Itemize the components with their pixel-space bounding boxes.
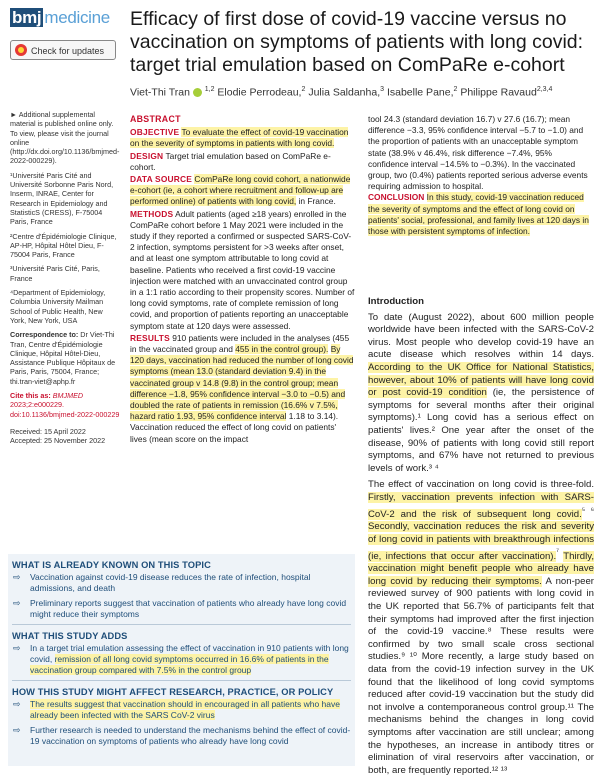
abstract-design	[130, 151, 355, 173]
summary-box	[8, 554, 355, 766]
objective-text: To evaluate the effect of covid-19 vaccination on the severity of symptoms in patients with long covid.	[130, 127, 349, 149]
logo-suffix: medicine	[44, 8, 110, 27]
summary-bullet	[8, 572, 355, 594]
abstract-column-1	[130, 114, 355, 446]
results-continued: tool 24.3 (standard deviation 16.7) v 27.6 (16.7); mean difference −3.3, 95% confidence interval −5.7 to −1.0) and the proportion of patients with an unacceptable symptom state (38.9% v 46.4%, risk difference −7.4%, 95% confidence interval −14.5% to −0.3%). In the vaccinated group, two (0.4%) patients reported serious adverse events requiring admission to hospital.	[368, 114, 588, 192]
intro-p1-text-a: To date (August 2022), about 600 million people worldwide have been infected with the SARS-CoV-2 virus. Most people who develop covid-19 have an acute disease which resolves within 14 days.	[368, 311, 594, 361]
check-for-updates-label: Check for updates	[31, 46, 105, 56]
journal-logo	[10, 8, 110, 28]
conclusion-text: In this study, covid-19 vaccination reduced the severity of symptoms and the effect of long covid on patients' social, professional, and family lives at 120 days in those with persistent symptoms of infection.	[368, 192, 589, 237]
results-text-b: 455 in the control group).	[235, 344, 329, 355]
divider	[12, 624, 351, 625]
author-name: Elodie Perrodeau,	[217, 86, 302, 99]
intro-p2-text-a: The effect of vaccination on long covid is three-fold.	[368, 479, 594, 491]
results-text-d: 1.18 to 3.14). Vaccination reduced the effect of long covid on patients' lives (mean score on the impact	[130, 411, 339, 444]
introduction-section	[368, 296, 594, 781]
author-affiliation: 1,2	[204, 86, 215, 93]
results-label: RESULTS	[130, 332, 170, 343]
data-source-highlight: ComPaRe long covid cohort, a nationwide e-cohort (ie, a cohort where recruitment and follow-up are performed online) of patients with long covid,	[130, 174, 351, 207]
correspondence-label: Correspondence to:	[10, 330, 79, 340]
known-heading: WHAT IS ALREADY KNOWN ON THIS TOPIC	[12, 560, 211, 570]
intro-p2-text-b: A non-peer reviewed survey of 900 patients with long covid in the UK reported that 56.7% of participants felt that their symptoms had improved after the first injection of the covid-19 vaccine.⁸ These results were confirmed by two small scale cross sectional studies.⁹ ¹⁰ More recently, a large study based on data from the covid-19 infection survey in the UK found that the likelihood of long covid symptoms reduced after covid-19 vaccination but the study did not involve a contemporaneous control group.¹¹ The mechanisms behind the changes in long covid symptoms after vaccination are still unclear; among the hypotheses, an increase in antibody titres or elimination of viral reservoirs after vaccination, or both, are frequently reported.¹² ¹³	[368, 575, 594, 776]
article-sidebar	[10, 110, 120, 451]
conclusion-label: CONCLUSION	[368, 192, 425, 203]
intro-paragraph-1	[368, 312, 594, 476]
arrow-right-icon: ⇨	[13, 725, 21, 735]
design-text: Target trial emulation based on ComPaRe e-cohort.	[130, 150, 331, 172]
arrow-right-icon: ⇨	[13, 643, 21, 653]
correspondence	[10, 330, 120, 386]
abstract-objective	[130, 127, 355, 149]
author-affiliation: 2	[453, 86, 458, 93]
intro-p2-highlight-1: Firstly, vaccination prevents infection with SARS-CoV-2 and the risk of subsequent long covid.	[368, 491, 594, 520]
abstract-results	[130, 333, 355, 445]
bullet-text: Vaccination against covid-19 disease reduces the rate of infection, hospital admissions, and death	[30, 572, 311, 593]
reference-superscript: ⁷	[556, 547, 560, 557]
accepted-date: Accepted: 25 November 2022	[10, 436, 106, 446]
data-source-label: DATA SOURCE	[130, 174, 193, 185]
adds-heading: WHAT THIS STUDY ADDS	[12, 631, 128, 641]
affiliation: ⁴Department of Epidemiology, Columbia University Mailman School of Public Health, New York, New York, USA	[10, 288, 106, 325]
arrow-right-icon: ⇨	[13, 598, 21, 608]
abstract-column-2	[368, 114, 593, 237]
intro-paragraph-2	[368, 479, 594, 777]
author-name: Isabelle Pane,	[386, 86, 454, 99]
summary-bullet	[8, 643, 355, 676]
arrow-right-icon: ⇨	[13, 699, 21, 709]
citation	[10, 391, 120, 419]
data-source-text: in France.	[298, 196, 336, 207]
supplemental-note: ► Additional supplemental material is published online only. To view, please visit the journal online (http://dx.doi.org/10.1136/bmjmed-2022-000229).	[10, 110, 120, 166]
affiliation: ³Université Paris Cité, Paris, France	[10, 264, 100, 283]
reference-superscript: ⁵ ⁶	[581, 505, 594, 515]
results-text-c: By 120 days, vaccination had reduced the number of long covid symptoms (mean 13.0 (standard deviation 9.4) in the vaccinated group v 14.8 (9.8) in the control group; mean difference −1.8, 95% confidence interval −3.0 to −0.5) and doubled the rate of patients in remission (16.6% v 7.5%, hazard ratio 1.93, 95% confidence interval	[130, 344, 354, 422]
summary-bullet	[8, 598, 355, 620]
bullet-text: Further research is needed to understand the mechanisms behind the effect of covid-19 vaccination on symptoms of patients who already have long covid	[30, 725, 351, 746]
author-affiliation: 3	[380, 86, 385, 93]
article-title: Efficacy of first dose of covid-19 vaccine versus no vaccination on symptoms of patients with long covid: target trial emulation based on ComPaRe e-cohort	[130, 8, 584, 76]
affect-heading: HOW THIS STUDY MIGHT AFFECT RESEARCH, PRACTICE, OR POLICY	[12, 687, 334, 697]
orcid-icon[interactable]	[193, 88, 202, 97]
affiliation: ²Centre d'Épidémiologie Clinique, AP-HP, Hôpital Hôtel Dieu, F-75004 Paris, France	[10, 231, 117, 260]
author-name: Philippe Ravaud	[460, 86, 537, 99]
cite-label: Cite this as:	[10, 391, 51, 401]
correspondence-text: Dr Viet-Thi Tran, Centre d'Épidémiologie Clinique, Hôpital Hôtel-Dieu, Assistance Publique Hôpitaux de Paris, Paris, 75004, France; thi.tran-viet@aphp.fr	[10, 330, 116, 386]
abstract-heading: ABSTRACT	[130, 114, 181, 124]
intro-p1-highlight: According to the UK Office for National Statistics, however, about 10% of patients will have long covid or post covid-19 condition	[368, 361, 594, 399]
intro-p1-text-b: (ie, the persistence of symptoms for several months after their original symptoms).¹ Long covid has a serious effect on patients' lives.² One year after the onset of the disease, 90% of patients with long covid still report symptoms, and 67% have not returned to previous levels of work.³ ⁴	[368, 387, 594, 474]
design-label: DESIGN	[130, 150, 164, 161]
methods-text: Adult patients (aged ≥18 years) enrolled in the ComPaRe cohort before 1 May 2021 were included in the study if they reported a confirmed or suspected SARS-CoV-2 infection, symptoms persistent for >3 weeks after onset, and at least one symptom attributable to long covid at baseline. Patients who received a first covid-19 vaccine injection were matched with an unvaccinated control group in a 1:1 ratio according to their propensity scores. Number of long covid symptoms, rate of complete remission of long covid, and proportion of patients reporting an unacceptable symptom state at 120 days were assessed.	[130, 208, 355, 331]
summary-bullet	[8, 725, 355, 747]
author-list	[130, 86, 595, 99]
arrow-right-icon: ⇨	[13, 572, 21, 582]
affiliation: ¹Université Paris Cité and Université Sorbonne Paris Nord, Inserm, INRAE, Center for Research in Epidemiology and StatisticS (CRESS), F-75004 Paris, France	[10, 170, 114, 227]
author-name: Julia Saldanha,	[308, 86, 381, 99]
abstract-conclusion	[368, 192, 593, 237]
summary-bullet	[8, 699, 355, 721]
abstract-data-source	[130, 174, 355, 208]
received-date: Received: 15 April 2022	[10, 426, 86, 436]
divider	[12, 680, 351, 681]
check-for-updates-button[interactable]	[10, 40, 116, 60]
author-affiliation: 2,3,4	[536, 86, 553, 93]
bullet-text: Preliminary reports suggest that vaccination of patients who already have long covid might reduce their symptoms	[30, 598, 347, 619]
methods-label: METHODS	[130, 208, 174, 219]
cite-text: 2023;2:e000229. doi:10.1136/bmjmed-2022-000229	[10, 400, 120, 419]
logo-prefix: bmj	[12, 8, 42, 27]
author-affiliation: 2	[301, 86, 306, 93]
intro-p2-highlight-3: Thirdly, vaccination might benefit people who already have long covid by reducing their symptoms.	[368, 550, 594, 587]
results-text-a: 910 patients were included in the analyses (455 in the vaccinated group and	[130, 332, 350, 355]
bullet-highlight: remission of all long covid symptoms occurred in 16.6% of patients in the vaccination group compared with 7.5% in the control group	[30, 654, 329, 675]
intro-p2-highlight-2: Secondly, vaccination reduces the risk and severity of long covid in patients with breakthrough infections (ie, infections that occur after vaccination).	[368, 521, 594, 562]
introduction-heading: Introduction	[368, 296, 424, 307]
bullet-highlight: The results suggest that vaccination should in encouraged in all patients who have already been infected with the SARS CoV-2 virus	[30, 699, 340, 720]
objective-label: OBJECTIVE	[130, 127, 180, 138]
crossmark-icon	[15, 44, 27, 56]
cite-journal: BMJMED	[52, 391, 84, 401]
bullet-text: In a target trial emulation assessing the effect of vaccination in 910 patients with long covid,	[30, 643, 349, 664]
author-name: Viet-Thi Tran	[130, 86, 190, 99]
abstract-methods	[130, 209, 355, 332]
